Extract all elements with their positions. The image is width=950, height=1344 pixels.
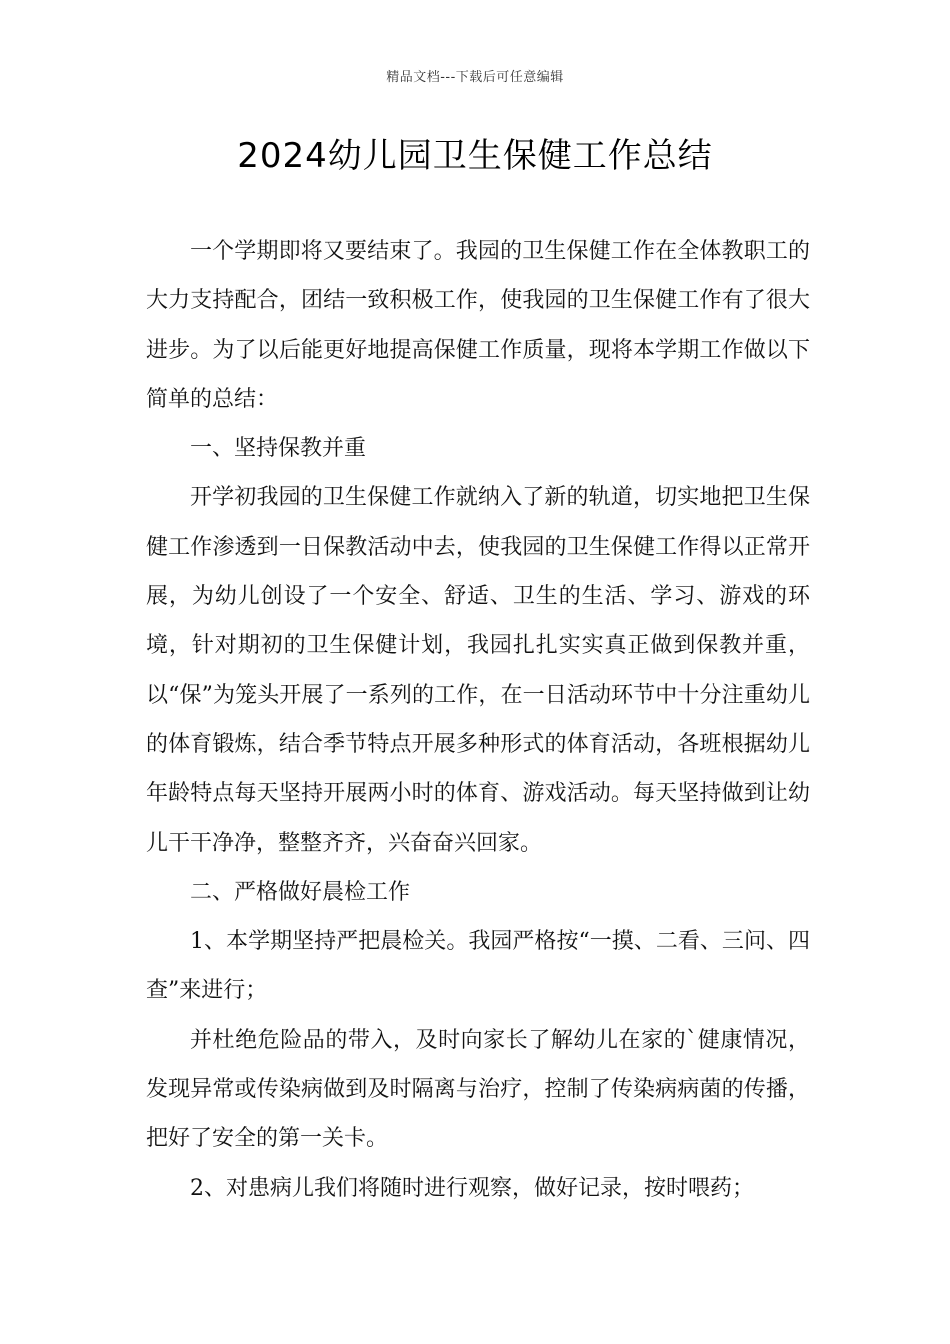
header-note: 精品文档---下载后可任意编辑 xyxy=(386,70,564,85)
section-2-item-2: 2、对患病儿我们将随时进行观察，做好记录，按时喂药； xyxy=(190,1175,754,1201)
section-2-item-1: 1、本学期坚持严把晨检关。我园严格按“一摸、二看、三问、四查”来进行； xyxy=(146,929,810,1004)
section-2-item-1-cont: 并杜绝危险品的带入，及时向家长了解幼儿在家的`健康情况，发现异常或传染病做到及时隔离与治疗，控制了传染病病菌的传播，把好了安全的第一关卡。 xyxy=(146,1027,810,1152)
section-1-paragraph: 开学初我园的卫生保健工作就纳入了新的轨道，切实地把卫生保健工作渗透到一日保教活动中去，使我园的卫生保健工作得以正常开展，为幼儿创设了一个安全、舒适、卫生的生活、学习、游戏的环境，针对期初的卫生保健计划，我园扎扎实实真正做到保教并重，以“保”为笼头开展了一系列的工作，在一日活动环节中十分注重幼儿的体育锻炼，结合季节特点开展多种形式的体育活动，各班根据幼儿年龄特点每天坚持开展两小时的体育、游戏活动。每天坚持做到让幼儿干干净净，整整齐齐，兴奋奋兴回家。 xyxy=(146,485,810,856)
document-body xyxy=(146,227,810,1213)
section-heading-1: 一、坚持保教并重 xyxy=(190,436,367,462)
document-title: 2024幼儿园卫生保健工作总结 xyxy=(237,136,713,176)
intro-paragraph: 一个学期即将又要结束了。我园的卫生保健工作在全体教职工的大力支持配合，团结一致积极工作，使我园的卫生保健工作有了很大进步。为了以后能更好地提高保健工作质量，现将本学期工作做以下简单的总结： xyxy=(146,239,810,412)
section-heading-2: 二、严格做好晨检工作 xyxy=(190,879,411,905)
